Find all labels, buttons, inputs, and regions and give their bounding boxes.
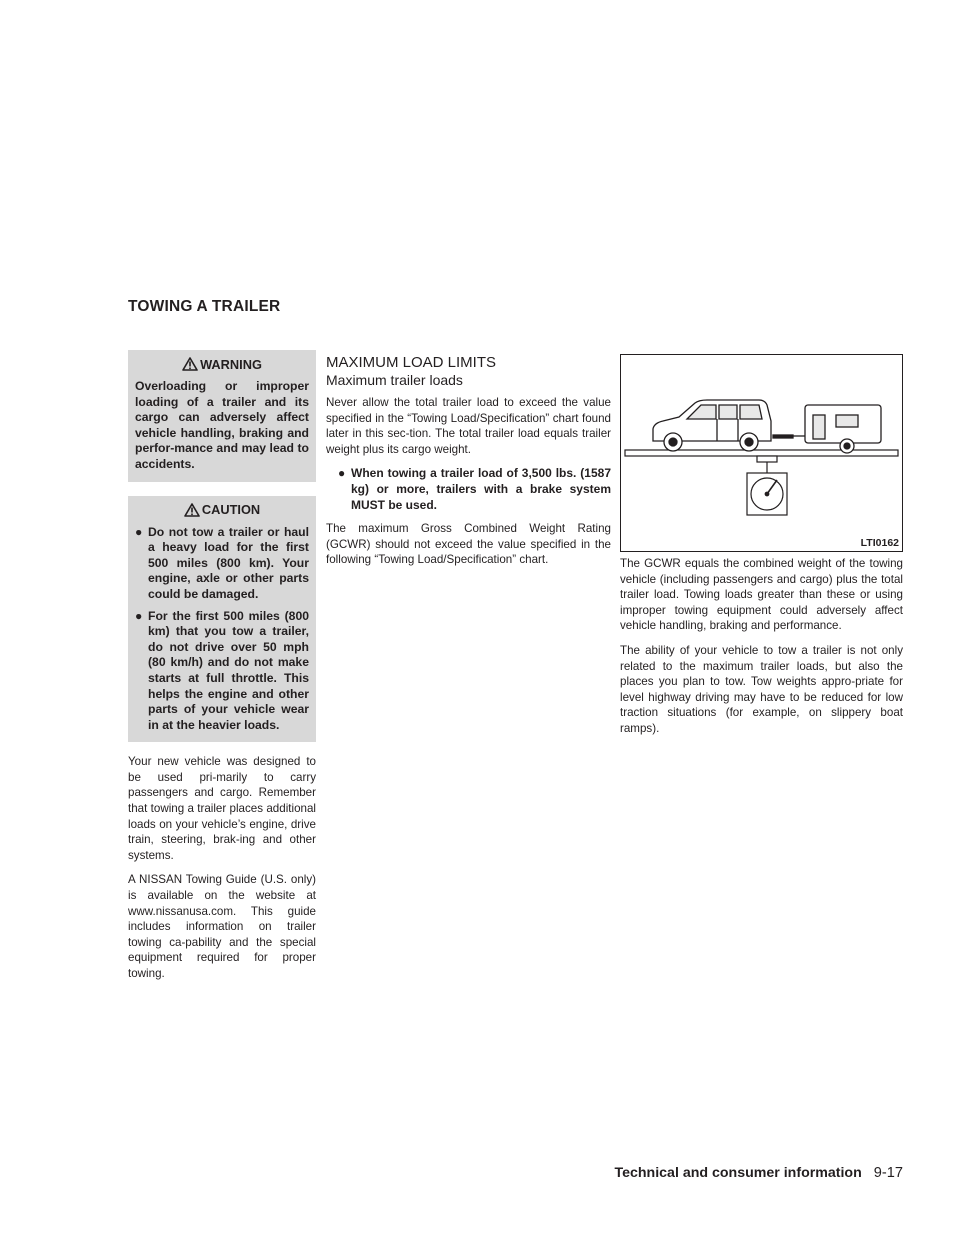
subheading-trailer-loads: Maximum trailer loads	[326, 372, 463, 388]
column-right	[620, 354, 903, 746]
heading-max-load: MAXIMUM LOAD LIMITS	[326, 354, 497, 371]
footer-chapter: Technical and consumer information	[614, 1165, 862, 1181]
column-middle	[326, 354, 611, 577]
bullet-item	[326, 466, 611, 513]
bullet: ●	[135, 608, 143, 623]
paragraph: The ability of your vehicle to tow a trailer is not only related to the maximum trailer loads, but also the places you plan to tow. Tow weights appro-priate for level highway driving may have to be reduced for low traction situations (for example, on slippery boat ramps).	[620, 643, 903, 735]
caution-label: CAUTION	[201, 502, 261, 518]
towing-figure	[620, 354, 903, 552]
warning-text: Overloading or improper loading of a trailer and its cargo can adversely affect vehicle handling, braking and perfor-mance and may lead to accidents.	[135, 379, 309, 471]
towing-illustration	[621, 355, 902, 551]
warning-header	[135, 356, 309, 372]
bullet: ●	[135, 524, 143, 539]
warning-triangle-icon	[184, 503, 200, 517]
paragraph: The GCWR equals the combined weight of the towing vehicle (including passengers and cargo) plus the total trailer load. Towing loads greater than these or using improper towing equipment could adversely affect vehicle handling, braking and performance.	[620, 557, 903, 633]
paragraph: The maximum Gross Combined Weight Rating (GCWR) should not exceed the value specified in the following “Towing Load/Specification” chart.	[326, 522, 611, 567]
warning-triangle-icon	[182, 357, 198, 371]
caution-box	[128, 496, 316, 743]
trailer-illustration	[793, 405, 881, 453]
page-footer	[615, 1165, 904, 1181]
caution-list	[135, 525, 309, 734]
paragraph: Your new vehicle was designed to be used pri-marily to carry passengers and cargo. Remember that towing a trailer places additional loads on your vehicle’s engine, drive train, steering, brak-ing and other systems.	[128, 755, 316, 862]
caution-header	[135, 502, 309, 518]
paragraph: A NISSAN Towing Guide (U.S. only) is available on the website at www.nissanusa.com. This guide includes information on trailer towing ca-pability and the special equipment required for proper towing.	[128, 873, 316, 980]
figure-code: LTI0162	[860, 537, 899, 549]
suv-illustration	[653, 400, 793, 451]
warning-label: WARNING	[200, 356, 262, 372]
page-number: 9-17	[873, 1165, 903, 1181]
section-title: TOWING A TRAILER	[128, 298, 281, 315]
bullet-text: When towing a trailer load of 3,500 lbs. (1587 kg) or more, trailers with a brake system MUST be used.	[351, 466, 611, 512]
caution-item: ● For the first 500 miles (800 km) that you tow a trailer, do not drive over 50 mph (80 km/h) and do not make starts at full throttle. This helps the engine and other parts of your vehicle wear in at the heavier loads.	[135, 608, 309, 732]
caution-item: ● Do not tow a trailer or haul a heavy load for the first 500 miles (800 km). Your engine, axle or other parts could be damaged.	[135, 524, 309, 601]
paragraph: Never allow the total trailer load to exceed the value specified in the “Towing Load/Specification” chart found later in this sec-tion. The total trailer load equals trailer weight plus its cargo weight.	[326, 396, 611, 456]
scale-illustration	[747, 456, 787, 515]
column-left	[128, 350, 316, 991]
warning-box	[128, 350, 316, 482]
bullet: ●	[338, 466, 346, 481]
